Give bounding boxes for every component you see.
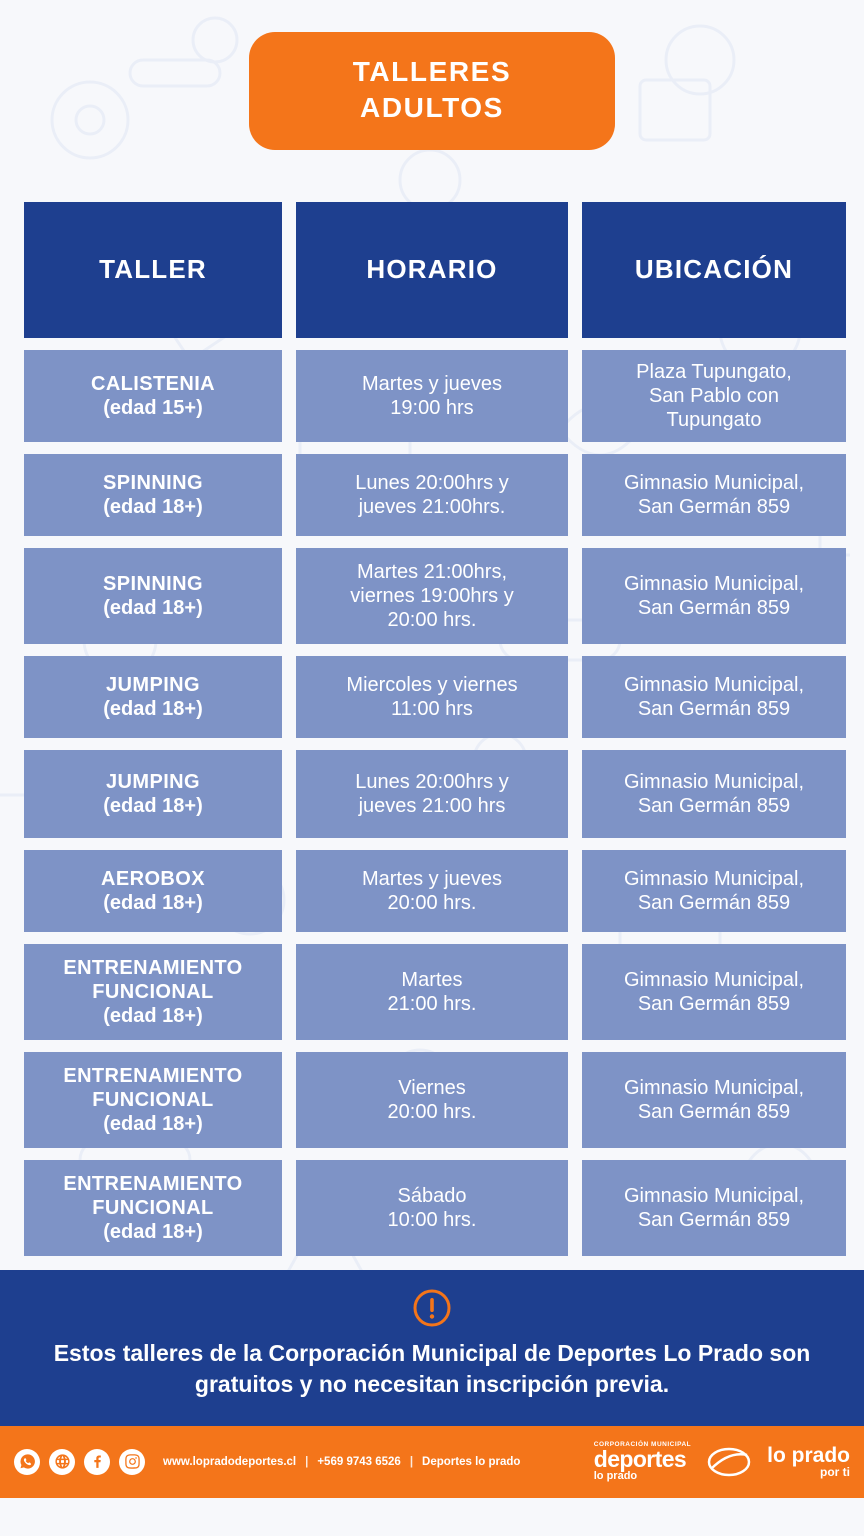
whatsapp-icon[interactable] xyxy=(14,1449,40,1475)
logo-corp-top: CORPORACIÓN MUNICIPAL xyxy=(593,1440,692,1448)
cell-ubicacion xyxy=(582,350,846,442)
horario-text: Viernes 20:00 hrs. xyxy=(387,1076,477,1123)
table-row xyxy=(24,1160,840,1256)
title-section xyxy=(0,0,864,150)
footer-social-handle: Deportes lo prado xyxy=(422,1455,521,1468)
taller-name: ENTRENAMIENTO FUNCIONAL xyxy=(63,1172,243,1219)
facebook-icon[interactable] xyxy=(84,1449,110,1475)
taller-age: (edad 18+) xyxy=(103,697,203,720)
footer-separator: | xyxy=(305,1455,309,1468)
ubicacion-text: Gimnasio Municipal, San Germán 859 xyxy=(623,770,805,817)
horario-text: Martes y jueves 19:00 hrs xyxy=(361,372,503,419)
note-text: Estos talleres de la Corporación Municipal de Deportes Lo Prado son gratuitos y no necesitan inscripción previa. xyxy=(53,1339,811,1397)
taller-age: (edad 18+) xyxy=(103,596,203,619)
title-badge xyxy=(249,32,615,150)
swoosh-icon xyxy=(707,1445,751,1479)
cell-ubicacion xyxy=(582,944,846,1040)
ubicacion-text: Plaza Tupungato, San Pablo con Tupungato xyxy=(636,360,792,431)
cell-ubicacion xyxy=(582,1160,846,1256)
horario-text: Martes 21:00 hrs. xyxy=(387,968,477,1015)
cell-ubicacion xyxy=(582,850,846,932)
horario-text: Miercoles y viernes 11:00 hrs xyxy=(346,673,518,720)
column-header-taller: TALLER xyxy=(24,202,282,338)
taller-age: (edad 18+) xyxy=(103,1004,203,1027)
cell-ubicacion xyxy=(582,750,846,838)
table-row xyxy=(24,548,840,644)
cell-horario xyxy=(296,350,568,442)
logo-corp-main: deportes xyxy=(593,1446,687,1472)
logo-deportes-lo-prado xyxy=(594,1442,691,1483)
cell-taller xyxy=(24,1052,282,1148)
table-row xyxy=(24,750,840,838)
taller-age: (edad 18+) xyxy=(103,495,203,518)
footer-contact xyxy=(163,1456,520,1468)
taller-name: JUMPING xyxy=(106,673,200,696)
taller-age: (edad 18+) xyxy=(103,794,203,817)
cell-horario xyxy=(296,850,568,932)
cell-horario xyxy=(296,548,568,644)
cell-horario xyxy=(296,656,568,738)
table-header-row xyxy=(24,202,840,338)
column-header-ubicacion: UBICACIÓN xyxy=(582,202,846,338)
cell-ubicacion xyxy=(582,454,846,536)
taller-age: (edad 18+) xyxy=(103,1112,203,1135)
footer-logos xyxy=(594,1442,850,1483)
horario-text: Lunes 20:00hrs y jueves 21:00 hrs xyxy=(355,770,509,817)
ubicacion-text: Gimnasio Municipal, San Germán 859 xyxy=(623,867,805,914)
taller-name: SPINNING xyxy=(103,572,203,595)
footer-separator: | xyxy=(409,1455,414,1468)
horario-text: Martes 21:00hrs, viernes 19:00hrs y 20:00 hrs. xyxy=(350,560,514,631)
horario-text: Lunes 20:00hrs y jueves 21:00hrs. xyxy=(355,471,509,518)
taller-name: SPINNING xyxy=(103,471,203,494)
table-row xyxy=(24,656,840,738)
cell-horario xyxy=(296,454,568,536)
taller-age: (edad 15+) xyxy=(103,396,203,419)
cell-taller xyxy=(24,454,282,536)
logo-city-sub: por ti xyxy=(820,1465,850,1480)
logo-city-main: lo prado xyxy=(767,1444,850,1468)
taller-age: (edad 18+) xyxy=(103,1220,203,1243)
cell-ubicacion xyxy=(582,656,846,738)
ubicacion-text: Gimnasio Municipal, San Germán 859 xyxy=(623,968,805,1015)
footer-website[interactable]: www.lopradodeportes.cl xyxy=(163,1455,297,1468)
title-line-1: TALLERES xyxy=(352,56,512,87)
taller-name: CALISTENIA xyxy=(91,372,215,395)
cell-taller xyxy=(24,850,282,932)
social-icons xyxy=(14,1449,145,1475)
cell-taller xyxy=(24,350,282,442)
horario-text: Martes y jueves 20:00 hrs. xyxy=(361,867,503,914)
cell-taller xyxy=(24,750,282,838)
table-row xyxy=(24,944,840,1040)
cell-taller xyxy=(24,656,282,738)
taller-name: ENTRENAMIENTO FUNCIONAL xyxy=(63,1064,243,1111)
table-row xyxy=(24,350,840,442)
workshops-table xyxy=(24,202,840,1256)
cell-taller xyxy=(24,944,282,1040)
cell-taller xyxy=(24,1160,282,1256)
table-row xyxy=(24,1052,840,1148)
horario-text: Sábado 10:00 hrs. xyxy=(387,1184,477,1231)
note-band xyxy=(0,1270,864,1426)
cell-horario xyxy=(296,1052,568,1148)
table-row xyxy=(24,850,840,932)
footer-bar xyxy=(0,1426,864,1498)
taller-name: JUMPING xyxy=(106,770,200,793)
ubicacion-text: Gimnasio Municipal, San Germán 859 xyxy=(623,572,805,619)
taller-name: AEROBOX xyxy=(101,867,205,890)
logo-lo-prado xyxy=(767,1445,850,1478)
ubicacion-text: Gimnasio Municipal, San Germán 859 xyxy=(623,1184,805,1231)
column-header-horario: HORARIO xyxy=(296,202,568,338)
logo-corp-sub: lo prado xyxy=(593,1470,638,1482)
cell-horario xyxy=(296,944,568,1040)
cell-taller xyxy=(24,548,282,644)
cell-horario xyxy=(296,750,568,838)
table-row xyxy=(24,454,840,536)
cell-ubicacion xyxy=(582,1052,846,1148)
cell-horario xyxy=(296,1160,568,1256)
instagram-icon[interactable] xyxy=(119,1449,145,1475)
title-line-2: ADULTOS xyxy=(360,91,504,123)
taller-name: ENTRENAMIENTO FUNCIONAL xyxy=(63,956,243,1003)
ubicacion-text: Gimnasio Municipal, San Germán 859 xyxy=(623,1076,805,1123)
exclamation-circle-icon xyxy=(412,1288,452,1328)
ubicacion-text: Gimnasio Municipal, San Germán 859 xyxy=(623,673,805,720)
cell-ubicacion xyxy=(582,548,846,644)
footer-phone: +569 9743 6526 xyxy=(317,1455,401,1468)
ubicacion-text: Gimnasio Municipal, San Germán 859 xyxy=(623,471,805,518)
taller-age: (edad 18+) xyxy=(103,891,203,914)
globe-icon[interactable] xyxy=(49,1449,75,1475)
